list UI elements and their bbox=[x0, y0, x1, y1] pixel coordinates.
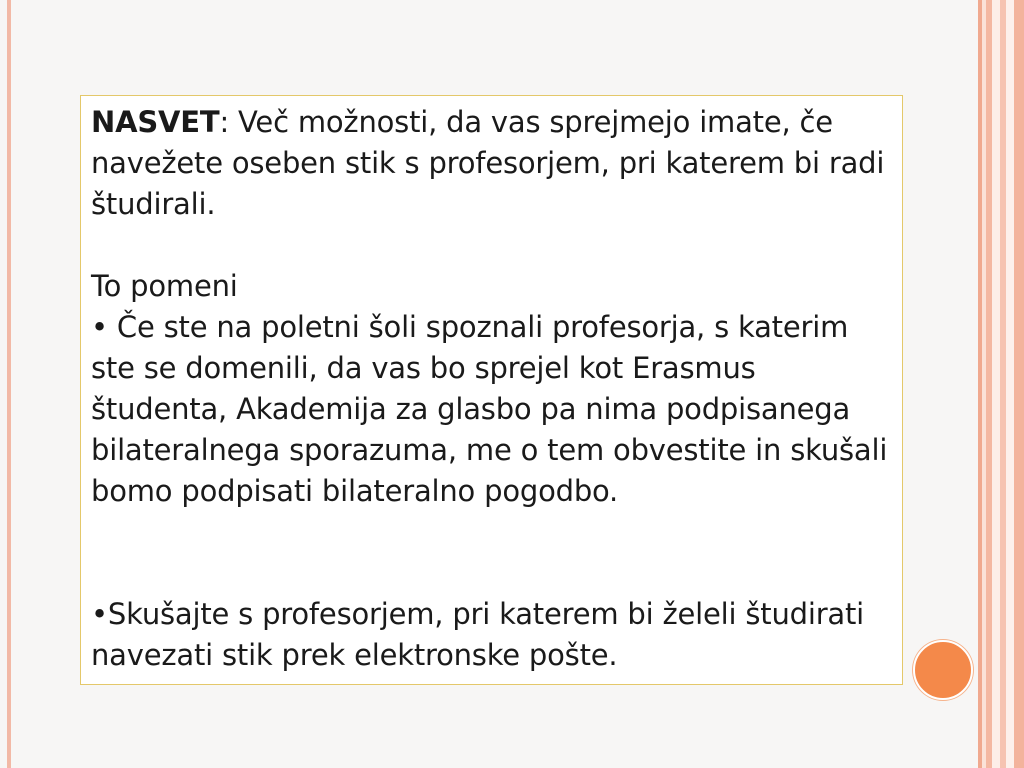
subheading: To pomeni bbox=[91, 269, 238, 303]
paragraph-spacer bbox=[91, 512, 897, 594]
tip-separator: : bbox=[219, 105, 230, 139]
right-decorative-band bbox=[1014, 0, 1024, 768]
slide-content bbox=[91, 102, 897, 676]
orange-circle-decoration bbox=[913, 640, 973, 700]
right-decorative-band bbox=[992, 0, 1000, 768]
right-decorative-band bbox=[1006, 0, 1014, 768]
tip-paragraph bbox=[91, 102, 897, 225]
paragraph-spacer bbox=[91, 225, 897, 266]
left-decorative-stripe bbox=[7, 0, 11, 768]
bullet-item-email-contact: •Skušajte s profesorjem, pri katerem bi želeli študirati navezati stik prek elektronske pošte. bbox=[91, 597, 865, 672]
tip-label: NASVET bbox=[91, 105, 220, 139]
tip-text: Več možnosti, da vas sprejmejo imate, če navežete oseben stik s profesorjem, pri katerem bi radi študirali. bbox=[91, 105, 885, 221]
bullet-item-summer-school: • Če ste na poletni šoli spoznali profesorja, s katerim ste se domenili, da vas bo sprejel kot Erasmus študenta, Akademija za glasbo pa nima podpisanega bilateralnega sporazuma, me o tem obvestite in skušali bomo podpisati bilateralno pogodbo. bbox=[91, 310, 888, 508]
